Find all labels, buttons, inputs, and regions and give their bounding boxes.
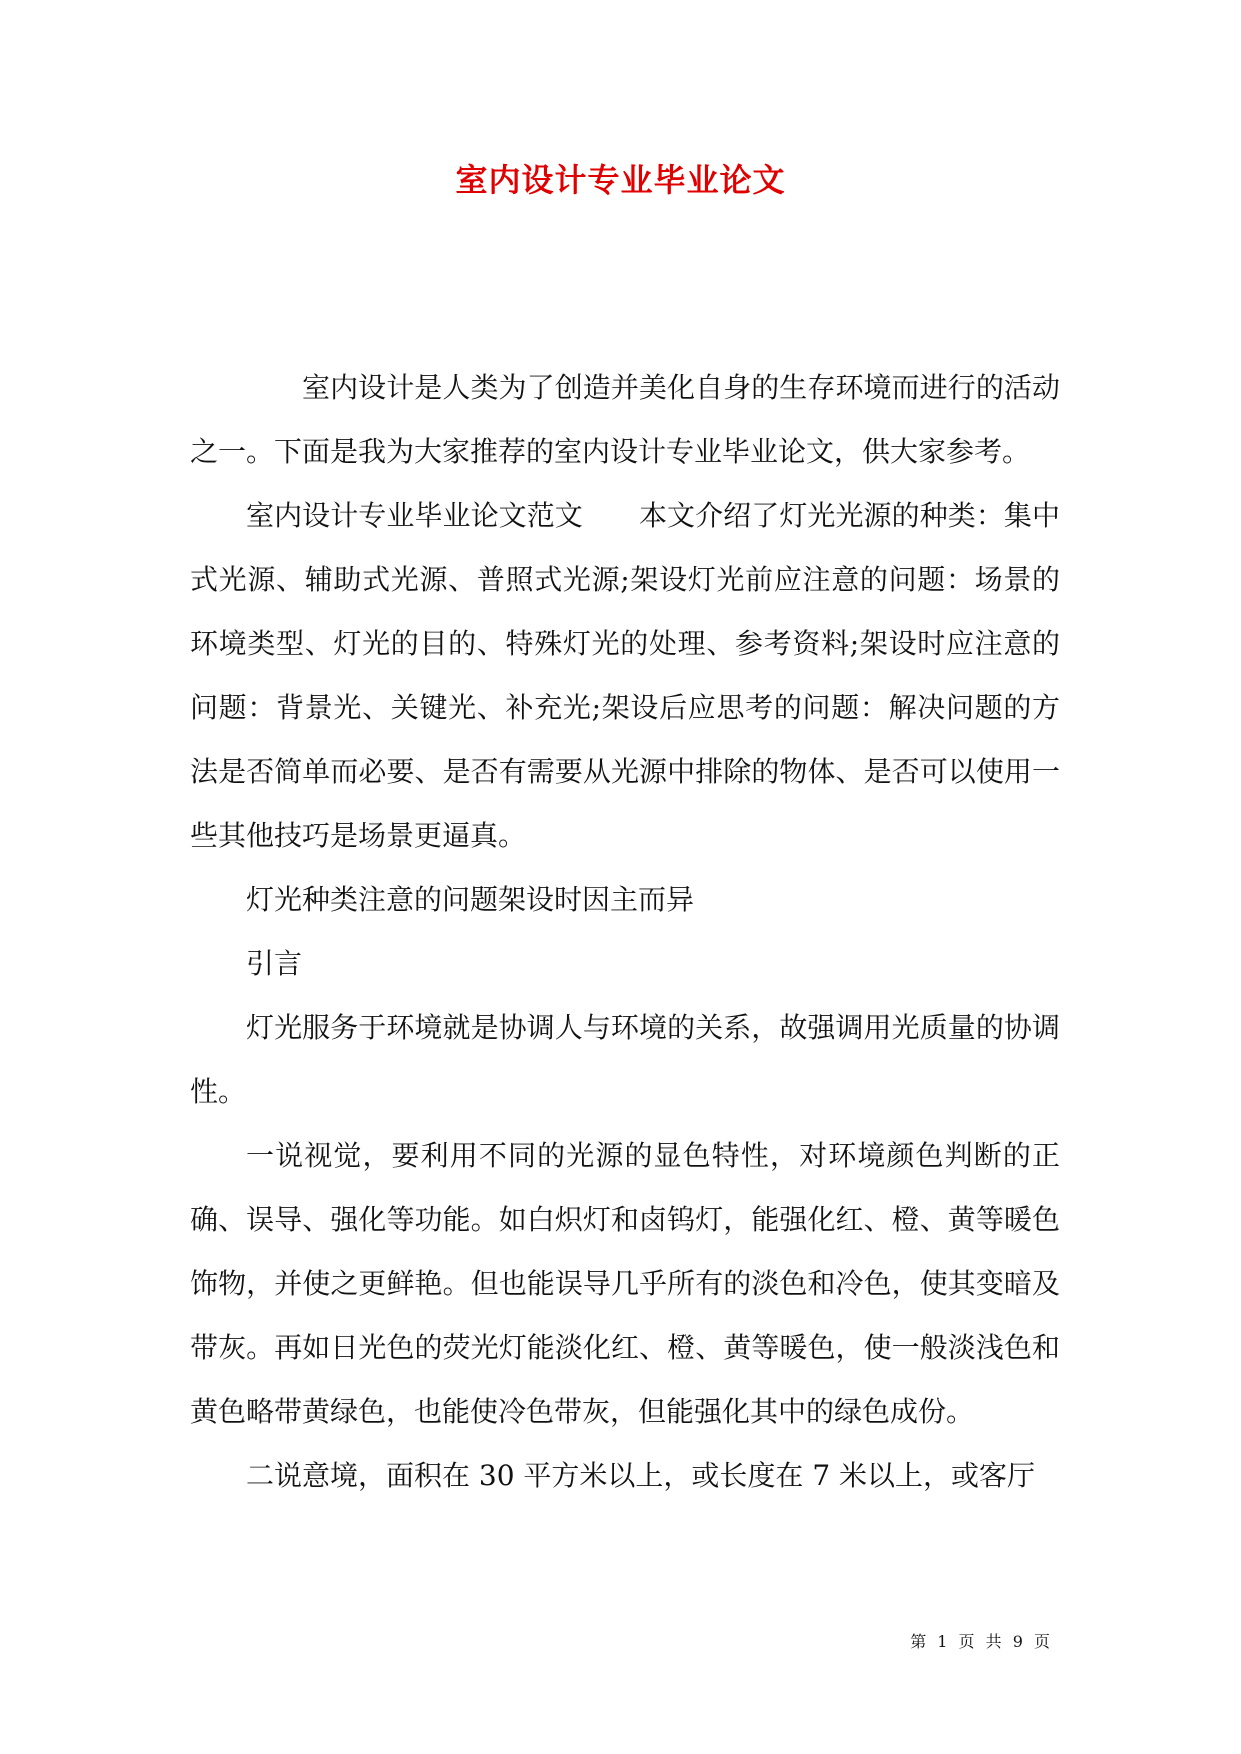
abstract-heading: 室内设计专业毕业论文范文	[246, 499, 583, 532]
document-body	[190, 356, 1060, 1508]
paragraph-intro: 室内设计是人类为了创造并美化自身的生存环境而进行的活动之一。下面是我为大家推荐的室内设计专业毕业论文，供大家参考。	[190, 371, 1060, 468]
paragraph-mood: 二说意境，面积在 30 平方米以上，或长度在 7 米以上，或客厅	[246, 1459, 1036, 1492]
abstract-body: 本文介绍了灯光光源的种类：集中式光源、辅助式光源、普照式光源;架设灯光前应注意的问题：场景的环境类型、灯光的目的、特殊灯光的处理、参考资料;架设时应注意的问题：背景光、关键光、补充光;架设后应思考的问题：解决问题的方法是否简单而必要、是否有需要从光源中排除的物体、是否可以使用一些其他技巧是场景更逼真。	[190, 499, 1060, 852]
document-title: 室内设计专业毕业论文	[455, 161, 786, 199]
paragraph-vision: 一说视觉，要利用不同的光源的显色特性，对环境颜色判断的正确、误导、强化等功能。如白炽灯和卤钨灯，能强化红、橙、黄等暖色饰物，并使之更鲜艳。但也能误导几乎所有的淡色和冷色，使其变暗及带灰。再如日光色的荧光灯能淡化红、橙、黄等暖色，使一般淡浅色和黄色略带黄绿色，也能使冷色带灰，但能强化其中的绿色成份。	[190, 1139, 1060, 1428]
paragraph-lighting-service: 灯光服务于环境就是协调人与环境的关系，故强调用光质量的协调性。	[190, 1011, 1060, 1108]
paragraph-keywords: 灯光种类注意的问题架设时因主而异	[246, 883, 695, 916]
section-heading-introduction: 引言	[246, 947, 303, 980]
page-number-footer: 第 1 页 共 9 页	[910, 1632, 1053, 1651]
paragraph-abstract	[190, 484, 1060, 868]
